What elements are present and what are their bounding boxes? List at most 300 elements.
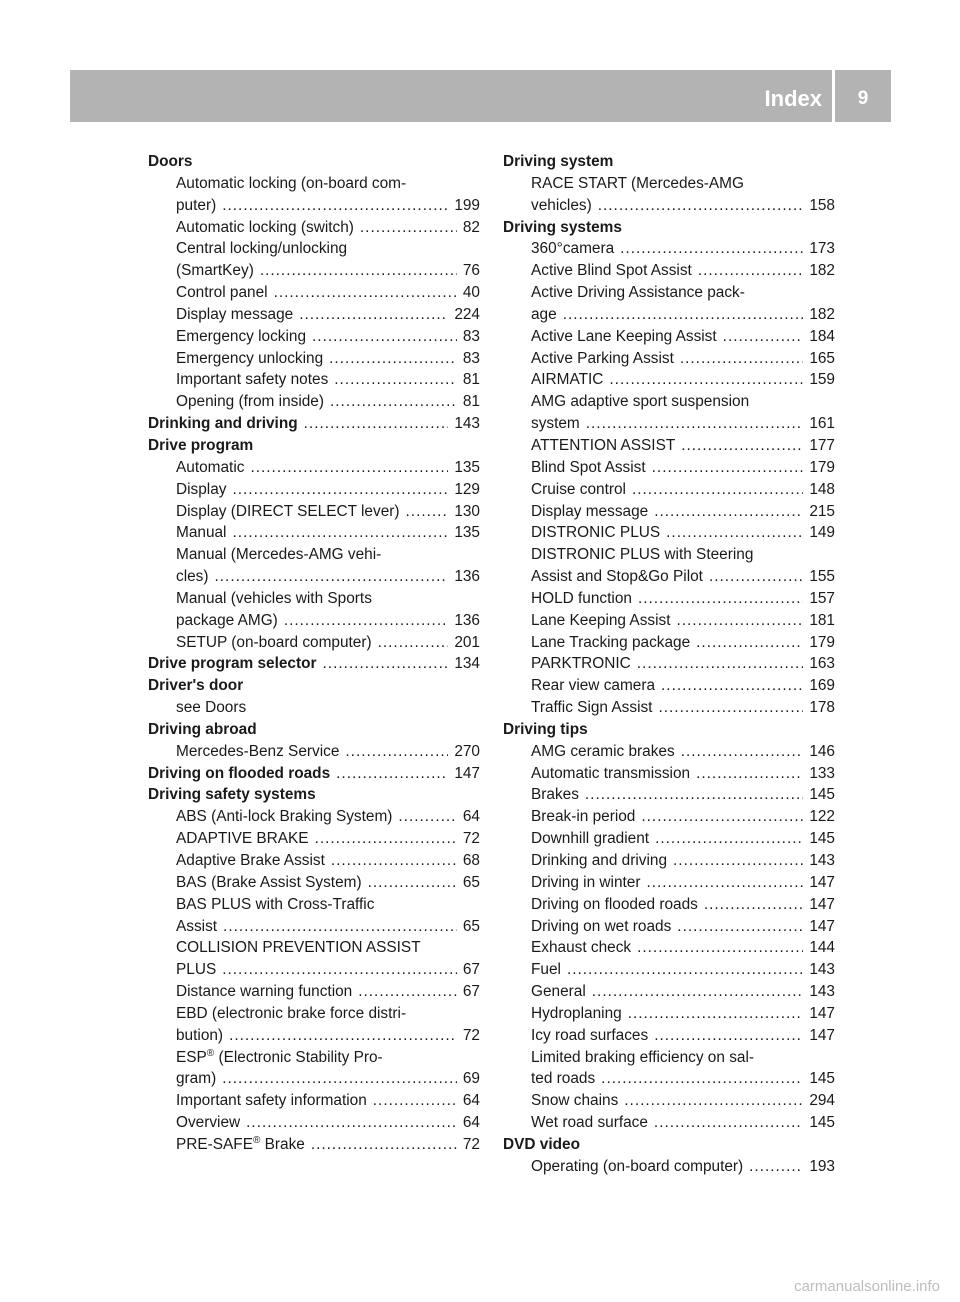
index-entry-text: Central locking/unlocking (176, 240, 348, 258)
index-entry-text: Display (176, 480, 227, 498)
index-heading (503, 151, 835, 173)
index-entry-text: Cruise control (531, 480, 626, 498)
dot-leader (250, 457, 448, 479)
page-reference: 155 (809, 568, 835, 586)
index-entry-text: Doors (148, 153, 193, 170)
page-reference: 83 (462, 349, 480, 367)
index-entry-text: Overview (176, 1114, 241, 1132)
page-reference: 199 (454, 196, 480, 214)
index-entry (503, 1090, 835, 1112)
page-reference: 163 (809, 655, 835, 673)
index-entry (503, 872, 835, 894)
index-entry-text: Emergency locking (176, 327, 307, 345)
index-entry (148, 326, 480, 348)
index-entry (503, 1025, 835, 1047)
dot-leader (329, 348, 457, 370)
index-entry (148, 217, 480, 239)
index-entry (503, 238, 835, 260)
page-reference: 40 (462, 284, 480, 302)
index-column-left (148, 151, 480, 1156)
page-reference: 294 (809, 1092, 835, 1110)
dot-leader (598, 195, 804, 217)
index-entry-text: Mercedes-Benz Service (176, 742, 340, 760)
index-entry-text: RACE START (Mercedes-AMG (531, 174, 744, 192)
index-entry-text: Traffic Sign Assist (531, 699, 653, 717)
dot-leader (620, 238, 803, 260)
dot-leader (232, 479, 448, 501)
page-reference: 215 (809, 502, 835, 520)
index-entry (148, 916, 480, 938)
index-entry (503, 1003, 835, 1025)
dot-leader (624, 1090, 803, 1112)
dot-leader (654, 1112, 803, 1134)
page-reference: 181 (809, 611, 835, 629)
page-reference: 133 (809, 764, 835, 782)
index-entry-text: Assist and Stop&Go Pilot (531, 568, 703, 586)
index-entry (503, 981, 835, 1003)
index-entry-text: system (531, 415, 580, 433)
index-entry-text: Automatic (176, 458, 245, 476)
page-reference: 147 (809, 873, 835, 891)
index-entry-text: Driving on flooded roads (531, 895, 698, 913)
page-reference: 165 (809, 349, 835, 367)
page-reference: 136 (454, 568, 480, 586)
page-reference: 143 (809, 961, 835, 979)
index-entry-text: Display (DIRECT SELECT lever) (176, 502, 400, 520)
index-entry-text: Driving abroad (148, 720, 257, 738)
index-entry (503, 1068, 835, 1090)
page-reference: 83 (462, 327, 480, 345)
index-entry (503, 697, 835, 719)
index-entry (148, 959, 480, 981)
page-reference: 169 (809, 677, 835, 695)
page-reference: 82 (462, 218, 480, 236)
index-entry-text: PRE-SAFE® Brake (176, 1134, 305, 1153)
dot-leader (601, 1068, 803, 1090)
dot-leader (632, 479, 803, 501)
index-entry (148, 697, 480, 719)
index-heading (148, 784, 480, 806)
index-entry-text: Driving on flooded roads (148, 764, 331, 782)
dot-leader (628, 1003, 804, 1025)
index-entry-text: vehicles) (531, 196, 592, 214)
index-entry (148, 828, 480, 850)
index-entry-text: see Doors (176, 699, 247, 717)
index-entry (148, 260, 480, 282)
page-reference: 178 (809, 699, 835, 717)
index-entry (148, 457, 480, 479)
dot-leader (704, 894, 803, 916)
index-entry (148, 1134, 480, 1156)
index-entry (503, 1112, 835, 1134)
page-reference: 72 (462, 1135, 480, 1153)
index-entry-text: SETUP (on-board computer) (176, 633, 372, 651)
index-entry (503, 566, 835, 588)
dot-leader (222, 1068, 457, 1090)
page-reference: 158 (809, 196, 835, 214)
page-reference: 122 (809, 808, 835, 826)
dot-leader (677, 916, 803, 938)
index-entry (503, 457, 835, 479)
index-entry (148, 369, 480, 391)
page-reference: 145 (809, 786, 835, 804)
index-entry (148, 304, 480, 326)
index-entry (148, 282, 480, 304)
index-entry-text: (SmartKey) (176, 262, 254, 280)
index-heading (503, 1134, 835, 1156)
page-reference: 173 (809, 240, 835, 258)
page-reference: 76 (462, 262, 480, 280)
index-entry (503, 391, 835, 413)
dot-leader (284, 610, 449, 632)
index-entry-text: DISTRONIC PLUS (531, 524, 661, 542)
page-reference: 182 (809, 262, 835, 280)
page-reference: 179 (809, 458, 835, 476)
index-entry (148, 391, 480, 413)
index-entry (503, 369, 835, 391)
index-entry (503, 741, 835, 763)
index-entry-text: Manual (176, 524, 227, 542)
dot-leader (358, 981, 457, 1003)
dot-leader (661, 675, 803, 697)
page-reference: 147 (809, 895, 835, 913)
page-reference: 64 (462, 1114, 480, 1132)
dot-leader (658, 697, 803, 719)
dot-leader (654, 1025, 803, 1047)
dot-leader (299, 304, 448, 326)
index-entry-text: bution) (176, 1026, 224, 1044)
index-entry (148, 632, 480, 654)
dot-leader (304, 413, 449, 435)
index-entry-text: Brakes (531, 786, 579, 804)
dot-leader (398, 806, 456, 828)
index-entry (503, 1047, 835, 1069)
page-reference: 147 (809, 1004, 835, 1022)
page-reference: 177 (809, 436, 835, 454)
index-entry-text: Active Parking Assist (531, 349, 674, 367)
index-entry (148, 479, 480, 501)
page-reference: 143 (809, 852, 835, 869)
page-reference: 149 (809, 524, 835, 542)
index-entry-text: PLUS (176, 961, 217, 979)
index-entry (503, 304, 835, 326)
index-entry-text: COLLISION PREVENTION ASSIST (176, 939, 421, 957)
index-entry-text: Emergency unlocking (176, 349, 324, 367)
index-entry (503, 1156, 835, 1178)
index-entry (148, 741, 480, 763)
index-entry (503, 588, 835, 610)
index-entry (148, 238, 480, 260)
index-heading (503, 719, 835, 741)
index-entry-text: Drive program selector (148, 655, 317, 673)
index-entry (503, 173, 835, 195)
dot-leader (666, 522, 803, 544)
index-entry-text: Break-in period (531, 808, 636, 826)
index-entry (503, 282, 835, 304)
index-entry-text: Automatic locking (switch) (176, 218, 354, 236)
index-entry-text: Control panel (176, 284, 268, 302)
dot-leader (592, 981, 804, 1003)
dot-leader (373, 1090, 457, 1112)
index-entry (148, 522, 480, 544)
index-entry (503, 675, 835, 697)
page-reference: 159 (809, 371, 835, 389)
index-entry-text: Important safety information (176, 1092, 367, 1110)
index-entry-text: Wet road surface (531, 1114, 648, 1132)
index-entry (503, 894, 835, 916)
page-reference: 67 (462, 961, 480, 979)
page-reference: 69 (462, 1070, 480, 1088)
index-entry (503, 653, 835, 675)
index-entry (148, 610, 480, 632)
index-entry-text: Downhill gradient (531, 830, 650, 848)
index-entry (148, 1068, 480, 1090)
index-entry-text: gram) (176, 1070, 217, 1088)
index-entry (503, 632, 835, 654)
index-entry (148, 1090, 480, 1112)
index-entry-text: ted roads (531, 1070, 596, 1088)
page-reference: 67 (462, 983, 480, 1001)
dot-leader (323, 653, 449, 675)
index-entry-text: Opening (from inside) (176, 393, 324, 411)
page-reference: 157 (809, 589, 835, 607)
page-reference: 64 (462, 1092, 480, 1110)
index-entry (503, 195, 835, 217)
dot-leader (609, 369, 803, 391)
page-reference: 72 (462, 1026, 480, 1044)
index-entry (503, 937, 835, 959)
index-heading (148, 675, 480, 697)
dot-leader (330, 391, 457, 413)
index-entry-text: Distance warning function (176, 983, 353, 1001)
dot-leader (637, 937, 803, 959)
index-entry-text: Fuel (531, 961, 561, 979)
index-heading (148, 413, 480, 435)
page-reference: 130 (454, 502, 480, 520)
page-reference: 135 (454, 524, 480, 542)
dot-leader (681, 435, 803, 457)
page-reference: 201 (454, 633, 480, 651)
dot-leader (311, 1134, 457, 1156)
dot-leader (229, 1025, 457, 1047)
index-heading (503, 217, 835, 239)
index-entry-text: Display message (176, 305, 294, 323)
watermark: carmanualsonline.info (794, 1278, 940, 1295)
index-entry (503, 828, 835, 850)
index-entry (503, 916, 835, 938)
index-entry (148, 544, 480, 566)
index-entry-text: Drinking and driving (531, 852, 668, 869)
index-entry-text: ESP® (Electronic Stability Pro- (176, 1047, 383, 1066)
index-entry (148, 937, 480, 959)
page-reference: 81 (462, 393, 480, 411)
dot-leader (641, 806, 803, 828)
index-entry-text: Driving tips (503, 720, 588, 738)
index-entry-text: EBD (electronic brake force distri- (176, 1004, 407, 1022)
page-reference: 161 (809, 415, 835, 433)
index-entry-text: Hydroplaning (531, 1004, 622, 1022)
index-heading (148, 719, 480, 741)
dot-leader (567, 959, 803, 981)
index-entry (148, 981, 480, 1003)
dot-leader (222, 195, 448, 217)
index-entry (503, 435, 835, 457)
page-title: Index (764, 86, 822, 111)
dot-leader (222, 959, 457, 981)
dot-leader (315, 828, 457, 850)
index-entry-text: DISTRONIC PLUS with Steering (531, 546, 754, 564)
dot-leader (232, 522, 448, 544)
dot-leader (246, 1112, 457, 1134)
index-entry-text: Display message (531, 502, 649, 520)
index-entry-text: Active Blind Spot Assist (531, 262, 692, 280)
index-entry (503, 348, 835, 370)
dot-leader (680, 348, 803, 370)
index-entry (503, 501, 835, 523)
index-entry (503, 544, 835, 566)
index-entry-text: ABS (Anti-lock Braking System) (176, 808, 393, 826)
index-entry (503, 260, 835, 282)
page-reference: 147 (809, 1026, 835, 1044)
index-entry-text: Drinking and driving (148, 415, 298, 433)
index-entry-text: Active Driving Assistance pack- (531, 284, 745, 302)
index-entry-text: Driving in winter (531, 873, 641, 891)
page-reference: 145 (809, 1114, 835, 1132)
page-reference: 184 (809, 327, 835, 345)
index-entry-text: Important safety notes (176, 371, 329, 389)
dot-leader (676, 610, 803, 632)
index-heading (148, 435, 480, 457)
index-entry (148, 850, 480, 872)
index-entry (503, 806, 835, 828)
page-reference: 135 (454, 458, 480, 476)
index-entry (148, 566, 480, 588)
index-heading (148, 763, 480, 785)
page-reference: 143 (454, 415, 480, 433)
index-entry-text: Driving safety systems (148, 786, 316, 804)
index-entry (503, 959, 835, 981)
page-reference: 68 (462, 852, 480, 869)
page-reference: 72 (462, 830, 480, 848)
page-reference: 65 (462, 873, 480, 891)
dot-leader (646, 872, 803, 894)
index-entry (503, 784, 835, 806)
dot-leader (681, 741, 804, 763)
index-entry-text: BAS PLUS with Cross-Traffic (176, 895, 375, 913)
index-entry-text: Assist (176, 917, 218, 935)
dot-leader (378, 632, 449, 654)
index-entry-text: Lane Tracking package (531, 633, 691, 651)
index-entry-text: 360°camera (531, 240, 615, 258)
index-entry-text: Automatic transmission (531, 764, 691, 782)
index-entry-text: Blind Spot Assist (531, 458, 646, 476)
index-entry (148, 1112, 480, 1134)
dot-leader (585, 784, 803, 806)
index-entry-text: Manual (Mercedes-AMG vehi- (176, 546, 382, 564)
dot-leader (709, 566, 803, 588)
dot-leader (345, 741, 448, 763)
index-entry-text: Exhaust check (531, 939, 632, 957)
dot-leader (274, 282, 457, 304)
index-entry-text: Snow chains (531, 1092, 619, 1110)
index-entry-text: Rear view camera (531, 677, 656, 695)
page-reference: 145 (809, 830, 835, 848)
index-entry-text: HOLD function (531, 589, 632, 607)
index-entry-text: Driving on wet roads (531, 917, 672, 935)
index-entry-text: puter) (176, 196, 217, 214)
page-reference: 148 (809, 480, 835, 498)
index-entry-text: BAS (Brake Assist System) (176, 873, 362, 891)
index-entry-text: Manual (vehicles with Sports (176, 589, 372, 607)
index-entry (148, 195, 480, 217)
index-entry-text: PARKTRONIC (531, 655, 631, 673)
page-reference: 270 (454, 742, 480, 760)
dot-leader (723, 326, 804, 348)
dot-leader (652, 457, 804, 479)
index-entry-text: ADAPTIVE BRAKE (176, 830, 309, 848)
page-reference: 147 (809, 917, 835, 935)
page-reference: 179 (809, 633, 835, 651)
index-entry-text: DVD video (503, 1135, 580, 1153)
index-entry-text: package AMG) (176, 611, 278, 629)
dot-leader (312, 326, 457, 348)
dot-leader (563, 304, 804, 326)
index-entry-text: AMG adaptive sport suspension (531, 393, 750, 411)
index-entry (503, 326, 835, 348)
page-reference: 224 (454, 305, 480, 323)
index-entry (148, 872, 480, 894)
page-reference: 129 (454, 480, 480, 498)
page-reference: 145 (809, 1070, 835, 1088)
index-entry (148, 348, 480, 370)
page-reference: 144 (809, 939, 835, 957)
index-entry (148, 588, 480, 610)
index-entry-text: Adaptive Brake Assist (176, 852, 325, 869)
page-reference: 65 (462, 917, 480, 935)
index-entry (148, 501, 480, 523)
index-entry-text: AMG ceramic brakes (531, 742, 675, 760)
index-entry-text: ATTENTION ASSIST (531, 436, 676, 454)
index-entry-text: General (531, 983, 586, 1001)
dot-leader (331, 850, 457, 872)
index-entry (503, 522, 835, 544)
index-entry (503, 763, 835, 785)
index-entry-text: Operating (on-board computer) (531, 1157, 744, 1175)
dot-leader (223, 916, 457, 938)
index-entry (148, 806, 480, 828)
page-reference: 143 (809, 983, 835, 1001)
page-reference: 182 (809, 305, 835, 323)
dot-leader (749, 1156, 803, 1178)
index-heading (148, 151, 480, 173)
dot-leader (334, 369, 457, 391)
index-entry (148, 1025, 480, 1047)
page-reference: 136 (454, 611, 480, 629)
index-entry (503, 610, 835, 632)
index-column-right (503, 151, 835, 1178)
index-entry-text: Driver's door (148, 677, 244, 695)
page-reference: 81 (462, 371, 480, 389)
index-entry-text: cles) (176, 568, 209, 586)
dot-leader (696, 763, 803, 785)
index-heading (148, 653, 480, 675)
dot-leader (673, 850, 803, 872)
index-entry (148, 894, 480, 916)
index-entry-text: Active Lane Keeping Assist (531, 327, 717, 345)
page-reference: 146 (809, 742, 835, 760)
index-entry-text: Automatic locking (on-board com- (176, 174, 407, 192)
dot-leader (696, 632, 803, 654)
